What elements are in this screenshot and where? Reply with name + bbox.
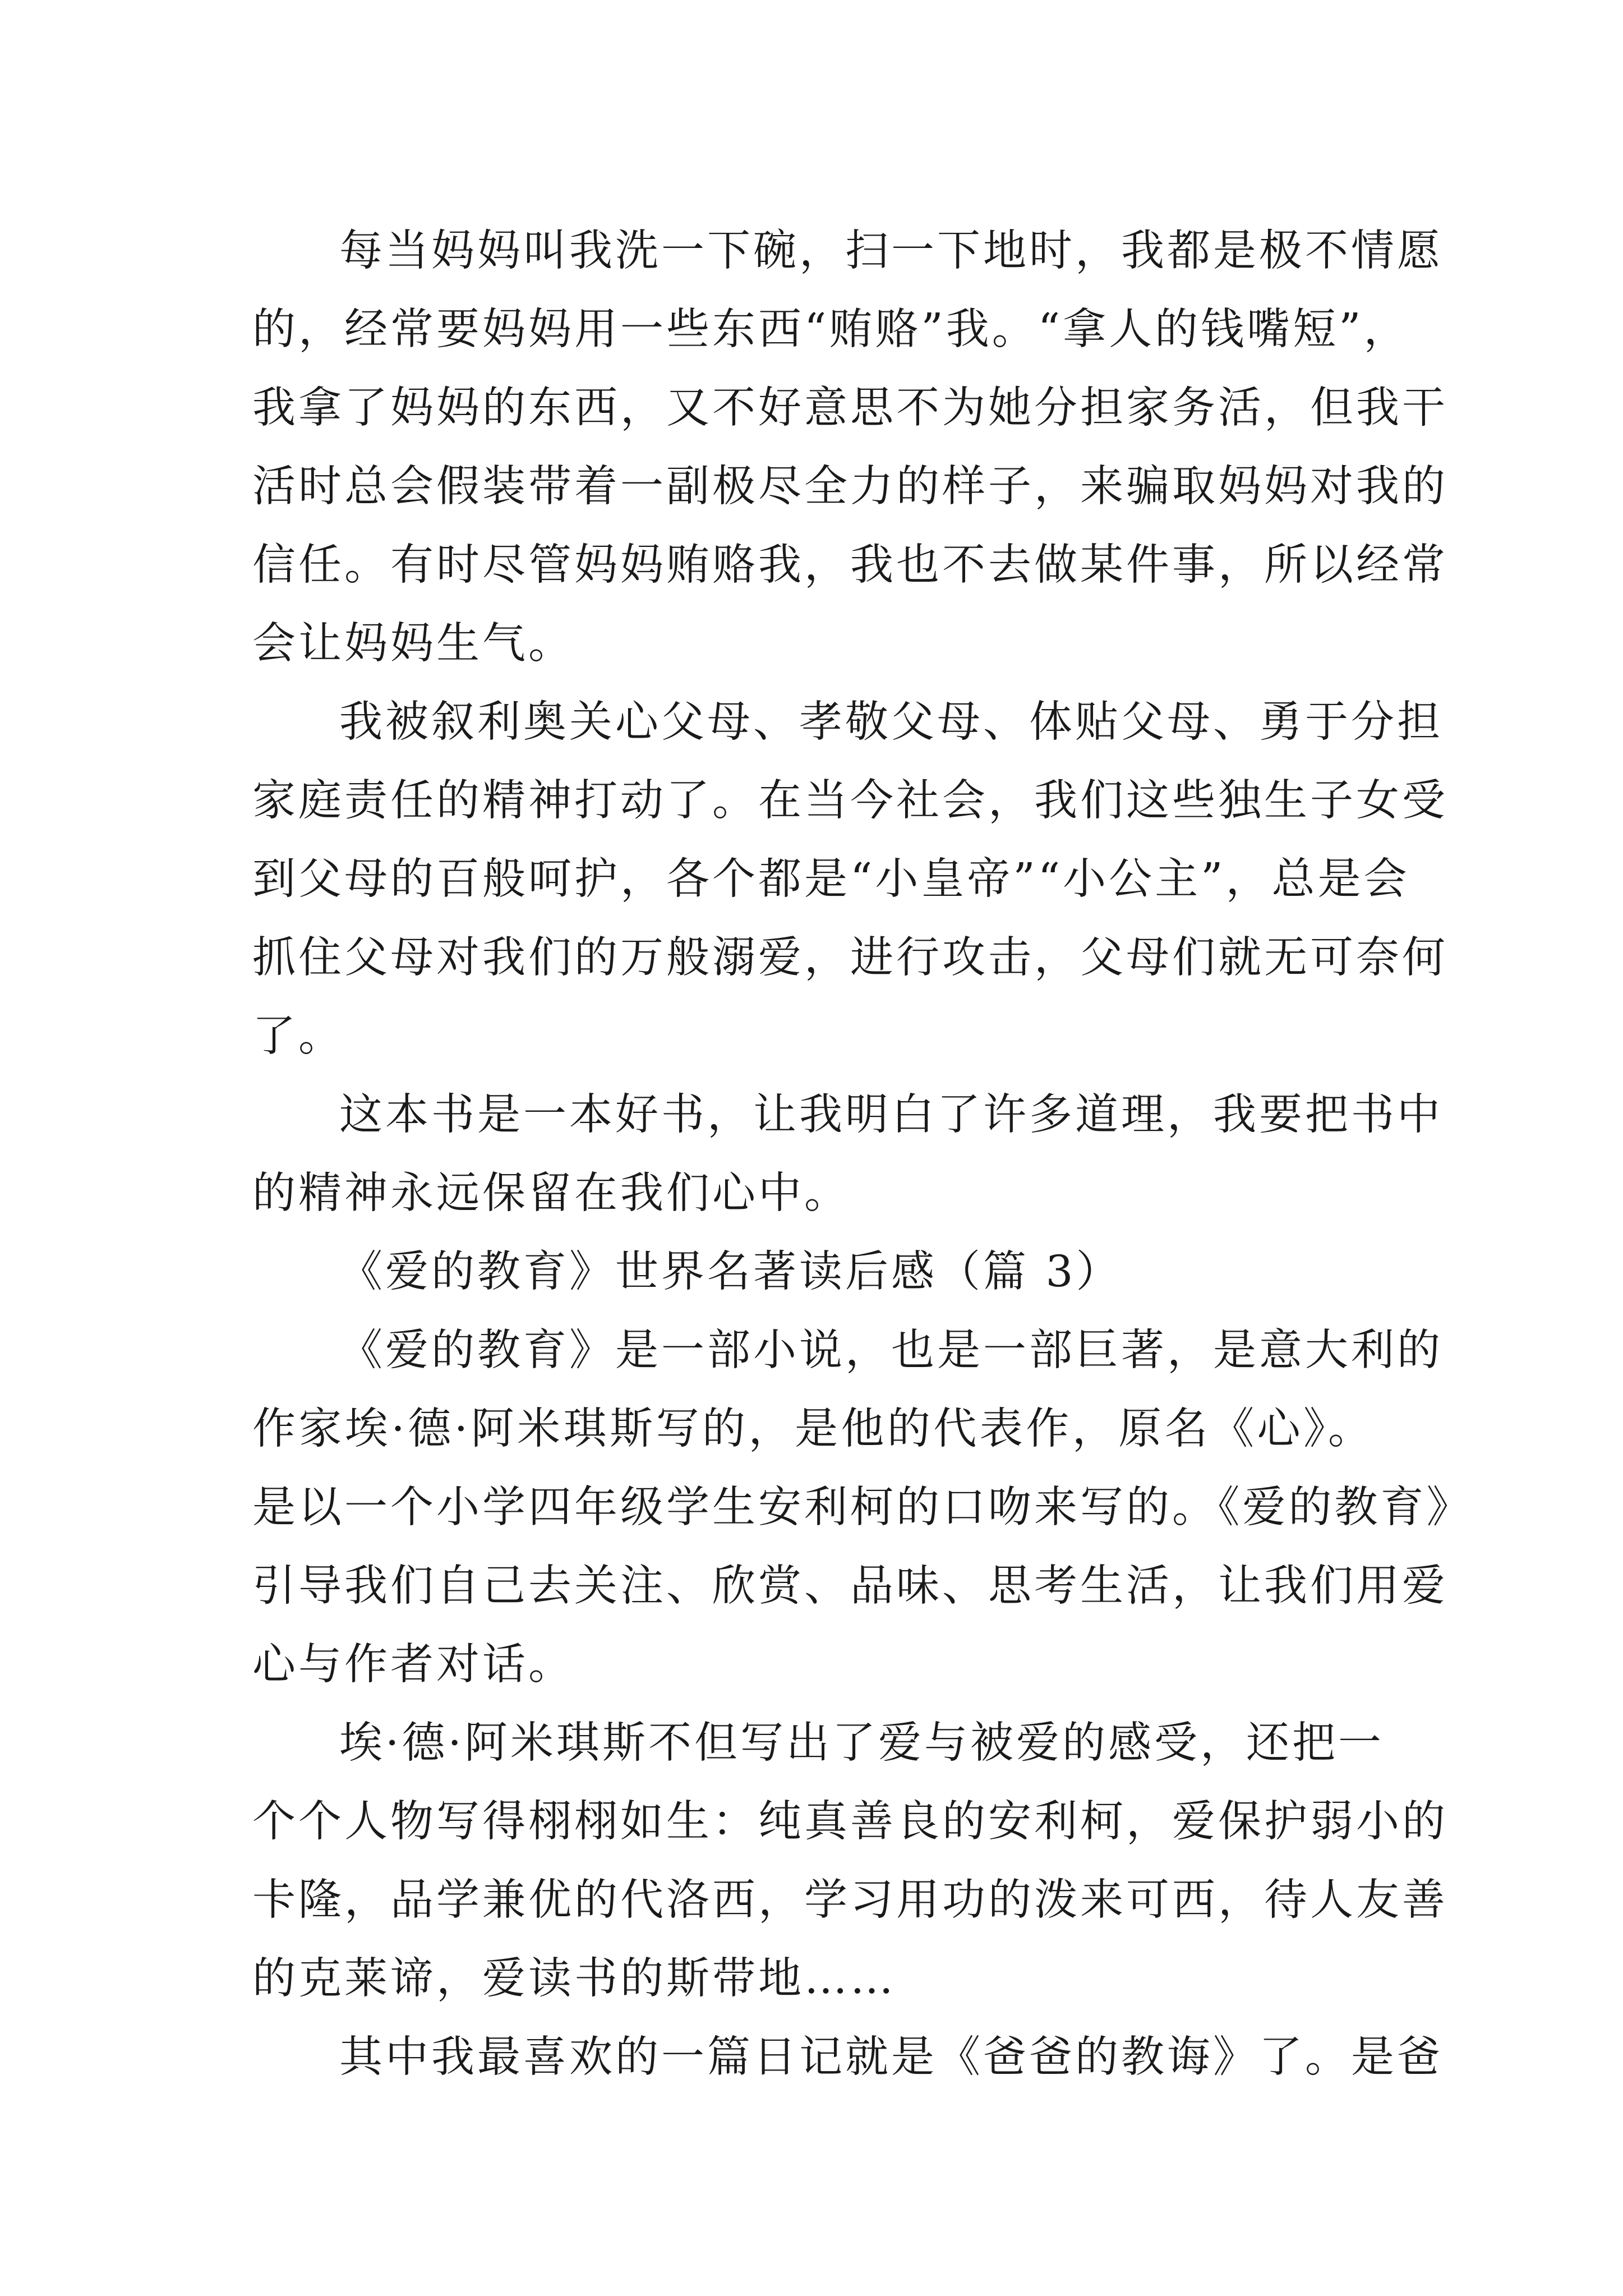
text-line: 心与作者对话。 xyxy=(252,1640,574,1690)
text-line: 的克莱谛，爱读书的斯带地…… xyxy=(252,1954,896,2004)
text-line: 是以一个小学四年级学生安利柯的口吻来写的。《爱的教育》 xyxy=(252,1483,1473,1533)
text-line: 引导我们自己去关注、欣赏、品味、思考生活，让我们用爱 xyxy=(252,1561,1448,1611)
text-line: 会让妈妈生气。 xyxy=(252,619,574,669)
text-line: 卡隆，品学兼优的代洛西，学习用功的泼来可西，待人友善 xyxy=(252,1875,1448,1925)
text-line: 埃·德·阿米琪斯不但写出了爱与被爱的感受，还把一 xyxy=(339,1718,1384,1768)
text-line: 的，经常要妈妈用一些东西“贿赂”我。“拿人的钱嘴短”， xyxy=(252,305,1410,355)
text-line: 个个人物写得栩栩如生：纯真善良的安利柯，爱保护弱小的 xyxy=(252,1797,1448,1847)
text-line: 家庭责任的精神打动了。在当今社会，我们这些独生子女受 xyxy=(252,776,1448,826)
text-line: 了。 xyxy=(252,1011,344,1061)
text-line: 活时总会假装带着一副极尽全力的样子，来骗取妈妈对我的 xyxy=(252,462,1448,512)
section-heading: 《爱的教育》世界名著读后感（篇 3） xyxy=(339,1247,1122,1297)
text-line: 信任。有时尽管妈妈贿赂我，我也不去做某件事，所以经常 xyxy=(252,540,1448,590)
text-line: 《爱的教育》是一部小说，也是一部巨著，是意大利的 xyxy=(339,1326,1443,1375)
text-line: 我拿了妈妈的东西，又不好意思不为她分担家务活，但我干 xyxy=(252,383,1448,433)
text-line: 作家埃·德·阿米琪斯写的，是他的代表作，原名《心》。 xyxy=(252,1404,1374,1454)
body-text xyxy=(252,212,1473,2097)
text-line: 其中我最喜欢的一篇日记就是《爸爸的教诲》了。是爸 xyxy=(339,2032,1443,2082)
text-line: 这本书是一本好书，让我明白了许多道理，我要把书中 xyxy=(339,1090,1443,1140)
text-line: 抓住父母对我们的万般溺爱，进行攻击，父母们就无可奈何 xyxy=(252,933,1448,983)
text-line: 到父母的百般呵护，各个都是“小皇帝”“小公主”，总是会 xyxy=(252,854,1410,904)
text-line: 每当妈妈叫我洗一下碗，扫一下地时，我都是极不情愿 xyxy=(339,226,1443,276)
text-line: 我被叙利奥关心父母、孝敬父母、体贴父母、勇于分担 xyxy=(339,697,1443,747)
text-line: 的精神永远保留在我们心中。 xyxy=(252,1168,850,1218)
